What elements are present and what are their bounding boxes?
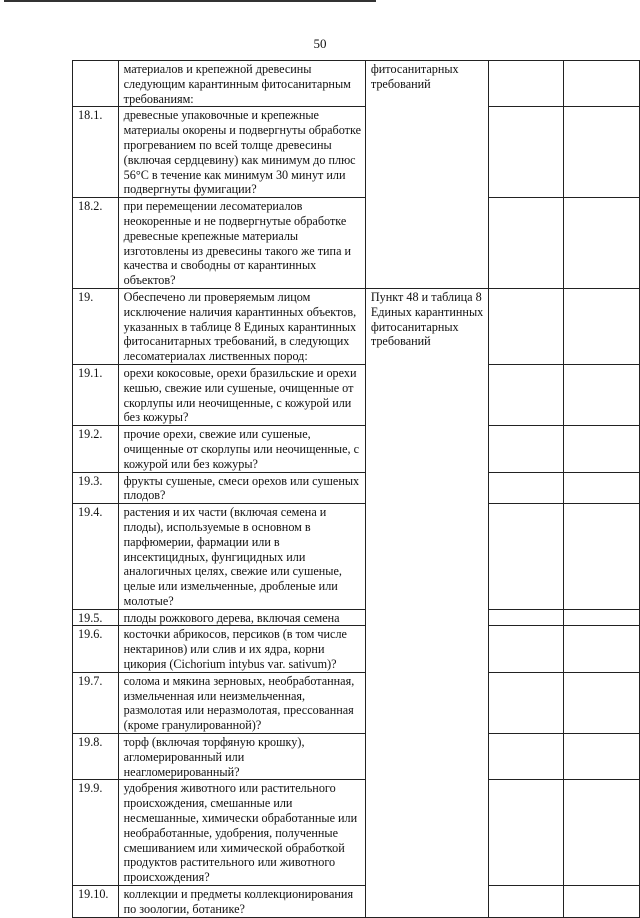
row-number: 19.4. bbox=[73, 504, 119, 610]
answer-cell bbox=[489, 107, 564, 198]
row-number: 19.1. bbox=[73, 364, 119, 425]
row-number: 19.5. bbox=[73, 609, 119, 626]
top-edge-rule bbox=[4, 0, 376, 2]
question-text: торф (включая торфяную крошку), агломерированный или неагломерированный? bbox=[118, 734, 365, 780]
checklist-table bbox=[72, 60, 640, 918]
row-number: 19.2. bbox=[73, 426, 119, 472]
table-row bbox=[73, 198, 640, 289]
table-row bbox=[73, 626, 640, 672]
answer-cell bbox=[563, 672, 639, 733]
table-row bbox=[73, 609, 640, 626]
answer-cell bbox=[489, 364, 564, 425]
question-text: коллекции и предметы коллекционирования по зоологии, ботанике? bbox=[118, 886, 365, 918]
question-text: косточки абрикосов, персиков (в том числе нектаринов) или слив и их ядра, корни цикория (Cichorium intybus var. sativum)? bbox=[118, 626, 365, 672]
table-row bbox=[73, 672, 640, 733]
row-number: 19.8. bbox=[73, 734, 119, 780]
question-text: орехи кокосовые, орехи бразильские и орехи кешью, свежие или сушеные, очищенные от скорлупы или неочищенные, с кожурой или без кожуры? bbox=[118, 364, 365, 425]
row-number: 19.9. bbox=[73, 780, 119, 886]
answer-cell bbox=[489, 61, 564, 107]
answer-cell bbox=[563, 107, 639, 198]
answer-cell bbox=[563, 472, 639, 504]
answer-cell bbox=[563, 609, 639, 626]
question-text: материалов и крепежной древесины следующим карантинным фитосанитарным требованиям: bbox=[118, 61, 365, 107]
question-text: удобрения животного или растительного происхождения, смешанные или несмешанные, химически обработанные или необработанные, удобрения, полученные смешиванием или химической обработкой продуктов растительного или животного происхождения? bbox=[118, 780, 365, 886]
question-text: древесные упаковочные и крепежные материалы окорены и подвергнуты обработке прогреванием по всей толще древесины (включая сердцевину) как минимум до плюс 56°С в течение как минимум 30 минут или подвергнуты фумигации? bbox=[118, 107, 365, 198]
answer-cell bbox=[489, 288, 564, 364]
answer-cell bbox=[563, 61, 639, 107]
answer-cell bbox=[563, 426, 639, 472]
question-text: фрукты сушеные, смеси орехов или сушеных плодов? bbox=[118, 472, 365, 504]
row-number: 18.2. bbox=[73, 198, 119, 289]
table-row bbox=[73, 472, 640, 504]
answer-cell bbox=[563, 288, 639, 364]
answer-cell bbox=[563, 780, 639, 886]
table-row bbox=[73, 886, 640, 918]
requirement-reference: Пункт 48 и таблица 8 Единых карантинных фитосанитарных требований bbox=[365, 288, 488, 917]
table-row bbox=[73, 288, 640, 364]
answer-cell bbox=[489, 672, 564, 733]
row-number: 19.6. bbox=[73, 626, 119, 672]
answer-cell bbox=[489, 734, 564, 780]
answer-cell bbox=[563, 364, 639, 425]
row-number: 18.1. bbox=[73, 107, 119, 198]
table-row bbox=[73, 504, 640, 610]
question-text: плоды рожкового дерева, включая семена bbox=[118, 609, 365, 626]
answer-cell bbox=[489, 780, 564, 886]
answer-cell bbox=[489, 426, 564, 472]
answer-cell bbox=[489, 198, 564, 289]
answer-cell bbox=[489, 504, 564, 610]
row-number bbox=[73, 61, 119, 107]
row-number: 19. bbox=[73, 288, 119, 364]
page-number: 50 bbox=[313, 36, 327, 51]
answer-cell bbox=[563, 886, 639, 918]
question-text: прочие орехи, свежие или сушеные, очищенные от скорлупы или неочищенные, с кожурой или без кожуры? bbox=[118, 426, 365, 472]
row-number: 19.7. bbox=[73, 672, 119, 733]
row-number: 19.3. bbox=[73, 472, 119, 504]
answer-cell bbox=[563, 504, 639, 610]
answer-cell bbox=[563, 198, 639, 289]
answer-cell bbox=[563, 626, 639, 672]
answer-cell bbox=[489, 626, 564, 672]
table-row bbox=[73, 61, 640, 107]
table-row bbox=[73, 426, 640, 472]
table-row bbox=[73, 107, 640, 198]
question-text: Обеспечено ли проверяемым лицом исключение наличия карантинных объектов, указанных в таблице 8 Единых карантинных фитосанитарных требований, в следующих лесоматериалах лиственных пород: bbox=[118, 288, 365, 364]
table-row bbox=[73, 734, 640, 780]
answer-cell bbox=[563, 734, 639, 780]
table-row bbox=[73, 364, 640, 425]
question-text: растения и их части (включая семена и плоды), используемые в основном в парфюмерии, фармации или в инсектицидных, фунгицидных или аналогичных целях, свежие или сушеные, целые или измельченные, дробленые или молотые? bbox=[118, 504, 365, 610]
requirement-reference: фитосанитарных требований bbox=[365, 61, 488, 289]
answer-cell bbox=[489, 886, 564, 918]
answer-cell bbox=[489, 609, 564, 626]
question-text: при перемещении лесоматериалов неокоренные и не подвергнутые обработке древесные крепежные материалы изготовлены из древесины такого же типа и качества и свободны от карантинных объектов? bbox=[118, 198, 365, 289]
question-text: солома и мякина зерновых, необработанная, измельченная или неизмельченная, размолотая или неразмолотая, прессованная (кроме гранулированной)? bbox=[118, 672, 365, 733]
answer-cell bbox=[489, 472, 564, 504]
table-row bbox=[73, 780, 640, 886]
row-number: 19.10. bbox=[73, 886, 119, 918]
